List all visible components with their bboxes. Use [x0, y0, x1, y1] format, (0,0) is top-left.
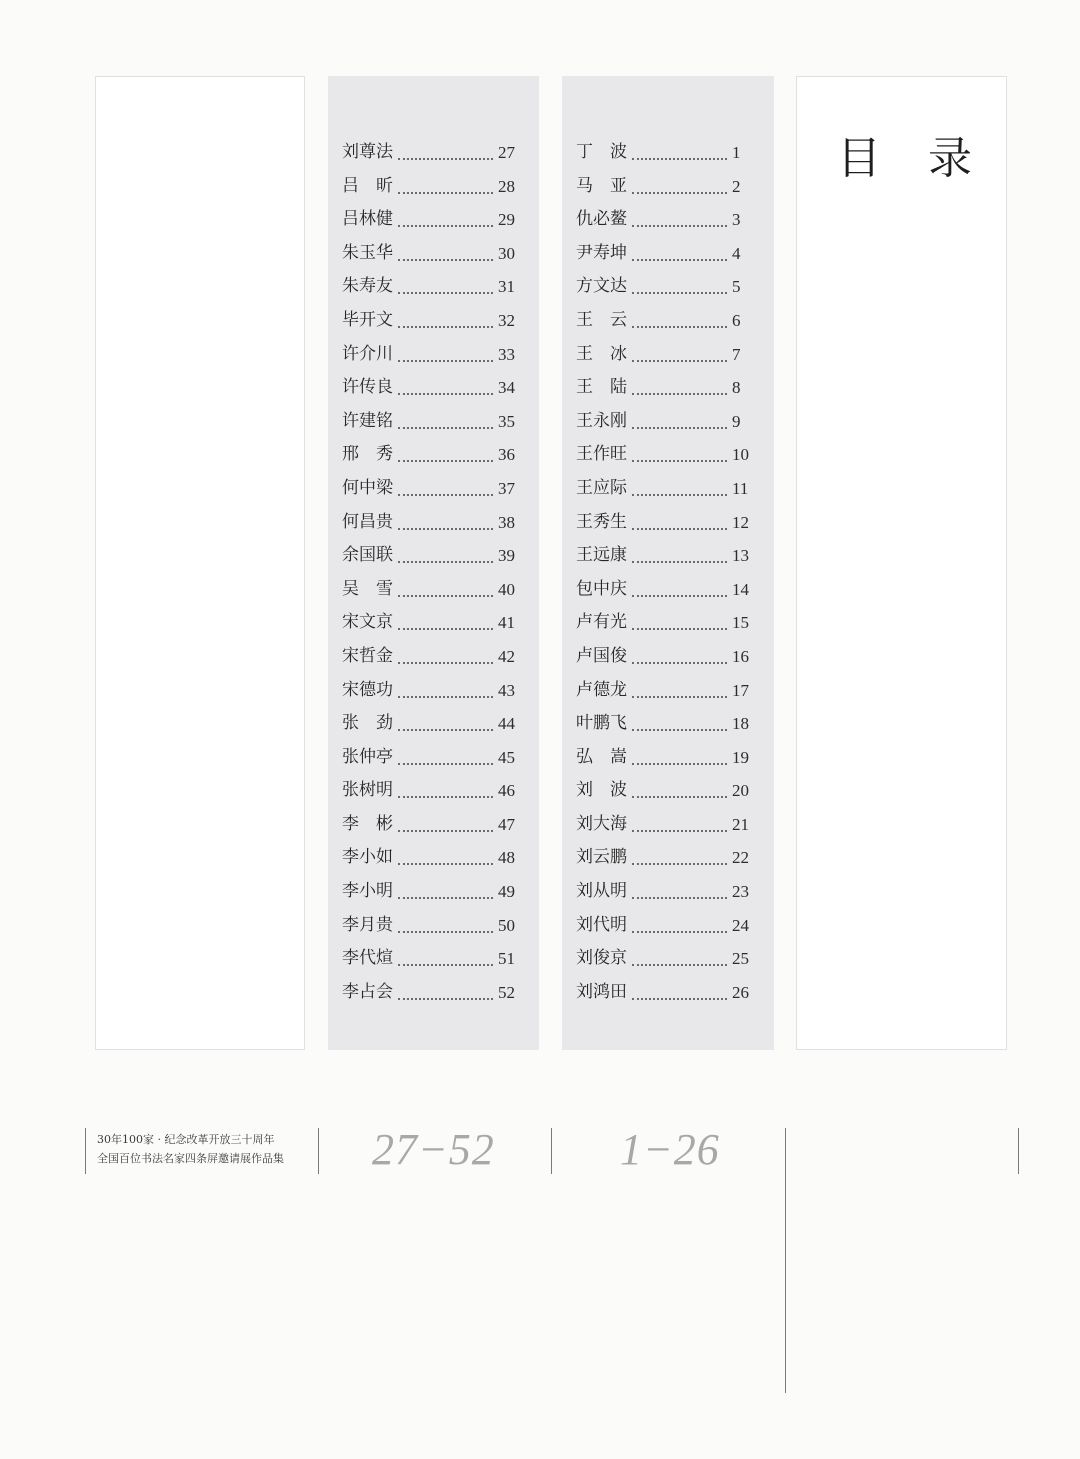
- toc-entry-page: 4: [732, 243, 741, 263]
- toc-leader-dots: [632, 897, 727, 899]
- toc-leader-dots: [632, 796, 727, 798]
- toc-entry-page: 6: [732, 310, 741, 330]
- toc-leader-dots: [398, 528, 493, 530]
- footer-divider-left: [85, 1128, 86, 1174]
- toc-entry-page: 48: [498, 848, 515, 868]
- toc-entry-name: 卢国俊: [576, 645, 627, 666]
- toc-entry-name: 许建铭: [342, 410, 393, 431]
- toc-entry-name: 何昌贵: [342, 511, 393, 532]
- toc-leader-dots: [398, 729, 493, 731]
- toc-column-27-52: [328, 76, 539, 1050]
- toc-entry-page: 38: [498, 512, 515, 532]
- toc-entry: [562, 640, 774, 674]
- toc-entry: [562, 707, 774, 741]
- toc-entry-page: 20: [732, 781, 749, 801]
- footer-caption: [97, 1130, 284, 1168]
- toc-leader-dots: [632, 830, 727, 832]
- toc-leader-dots: [398, 964, 493, 966]
- toc-leader-dots: [632, 595, 727, 597]
- toc-leader-dots: [398, 292, 493, 294]
- toc-leader-dots: [632, 225, 727, 227]
- toc-entry-page: 49: [498, 882, 515, 902]
- toc-entry-name: 宋德功: [342, 679, 393, 700]
- toc-entry: [328, 976, 539, 1010]
- toc-entry-page: 51: [498, 949, 515, 969]
- footer-page-range-27-52: 27−52: [372, 1125, 495, 1174]
- toc-entry-name: 刘俊京: [576, 948, 627, 969]
- toc-entry-page: 2: [732, 176, 741, 196]
- toc-leader-dots: [398, 830, 493, 832]
- toc-entry-page: 15: [732, 613, 749, 633]
- toc-entry-name: 李月贵: [342, 914, 393, 935]
- toc-entry-page: 35: [498, 411, 515, 431]
- toc-leader-dots: [398, 259, 493, 261]
- toc-leader-dots: [398, 897, 493, 899]
- toc-leader-dots: [632, 393, 727, 395]
- toc-list-1-26: [562, 136, 774, 1009]
- toc-entry: [328, 506, 539, 540]
- toc-leader-dots: [398, 360, 493, 362]
- toc-entry-page: 19: [732, 747, 749, 767]
- toc-entry-name: 张树明: [342, 780, 393, 801]
- toc-entry-name: 李代煊: [342, 948, 393, 969]
- toc-entry-page: 16: [732, 646, 749, 666]
- toc-entry-name: 朱玉华: [342, 242, 393, 263]
- toc-entry: [562, 976, 774, 1010]
- toc-leader-dots: [632, 964, 727, 966]
- toc-entry: [328, 371, 539, 405]
- toc-entry-page: 3: [732, 210, 741, 230]
- toc-entry: [328, 539, 539, 573]
- toc-entry-page: 39: [498, 546, 515, 566]
- toc-entry: [562, 304, 774, 338]
- toc-leader-dots: [632, 863, 727, 865]
- footer-caption-line-1: 30年100家 · 纪念改革开放三十周年: [97, 1133, 275, 1146]
- toc-entry-name: 方文达: [576, 276, 627, 297]
- toc-entry-page: 27: [498, 143, 515, 162]
- toc-entry-name: 刘云鹏: [576, 847, 627, 868]
- toc-entry: [328, 304, 539, 338]
- toc-entry: [562, 841, 774, 875]
- toc-entry: [562, 405, 774, 439]
- toc-entry: [328, 405, 539, 439]
- toc-entry-page: 8: [732, 378, 741, 398]
- toc-leader-dots: [632, 259, 727, 261]
- toc-entry-page: 12: [732, 512, 749, 532]
- toc-leader-dots: [632, 763, 727, 765]
- toc-entry: [328, 203, 539, 237]
- toc-entry-name: 刘代明: [576, 914, 627, 935]
- toc-leader-dots: [398, 628, 493, 630]
- toc-leader-dots: [398, 192, 493, 194]
- toc-entry: [562, 774, 774, 808]
- toc-leader-dots: [398, 393, 493, 395]
- toc-entry: [562, 875, 774, 909]
- toc-leader-dots: [632, 427, 727, 429]
- toc-entry-name: 王 陆: [576, 377, 627, 398]
- toc-entry-name: 邢 秀: [342, 444, 393, 465]
- toc-entry-page: 22: [732, 848, 749, 868]
- toc-entry: [562, 741, 774, 775]
- toc-leader-dots: [632, 729, 727, 731]
- toc-entry-page: 40: [498, 579, 515, 599]
- toc-title-char-1: 目: [837, 133, 881, 184]
- toc-leader-dots: [398, 863, 493, 865]
- toc-entry-name: 吕林健: [342, 209, 393, 230]
- toc-entry-page: 44: [498, 714, 515, 734]
- toc-entry: [562, 170, 774, 204]
- toc-entry-name: 许传良: [342, 377, 393, 398]
- blank-page-panel: [95, 76, 305, 1050]
- toc-entry: [562, 606, 774, 640]
- toc-leader-dots: [632, 662, 727, 664]
- toc-leader-dots: [632, 561, 727, 563]
- toc-entry-name: 张 劲: [342, 713, 393, 734]
- toc-entry-page: 30: [498, 243, 515, 263]
- toc-leader-dots: [398, 662, 493, 664]
- footer-divider-4: [785, 1128, 786, 1393]
- toc-leader-dots: [632, 326, 727, 328]
- toc-entry-page: 42: [498, 646, 515, 666]
- toc-entry: [328, 438, 539, 472]
- toc-leader-dots: [632, 696, 727, 698]
- toc-leader-dots: [632, 998, 727, 1000]
- toc-entry: [328, 237, 539, 271]
- toc-entry-name: 李小如: [342, 847, 393, 868]
- toc-entry-page: 18: [732, 714, 749, 734]
- toc-entry-page: 23: [732, 882, 749, 902]
- toc-entry-name: 丁 波: [576, 142, 627, 162]
- toc-leader-dots: [398, 158, 493, 160]
- toc-leader-dots: [398, 931, 493, 933]
- toc-entry: [328, 606, 539, 640]
- toc-entry: [562, 136, 774, 170]
- toc-entry: [562, 942, 774, 976]
- toc-entry-name: 王永刚: [576, 410, 627, 431]
- toc-entry: [562, 674, 774, 708]
- toc-entry-page: 47: [498, 814, 515, 834]
- toc-leader-dots: [398, 595, 493, 597]
- toc-entry: [562, 270, 774, 304]
- toc-entry: [328, 573, 539, 607]
- toc-entry-page: 9: [732, 411, 741, 431]
- toc-entry-page: 32: [498, 310, 515, 330]
- toc-title-char-2: 录: [928, 133, 972, 184]
- toc-leader-dots: [398, 796, 493, 798]
- footer-divider-right: [1018, 1128, 1019, 1174]
- title-panel: [796, 76, 1007, 1050]
- toc-entry-name: 王 冰: [576, 343, 627, 364]
- toc-leader-dots: [398, 763, 493, 765]
- toc-leader-dots: [632, 528, 727, 530]
- toc-entry-name: 张仲亭: [342, 746, 393, 767]
- footer-divider-3: [551, 1128, 552, 1174]
- toc-entry-page: 46: [498, 781, 515, 801]
- toc-entry: [328, 741, 539, 775]
- toc-entry: [328, 707, 539, 741]
- toc-entry-page: 29: [498, 210, 515, 230]
- toc-entry-page: 28: [498, 176, 515, 196]
- toc-leader-dots: [632, 931, 727, 933]
- footer-divider-2: [318, 1128, 319, 1174]
- toc-entry-name: 王远康: [576, 545, 627, 566]
- toc-entry-page: 26: [732, 982, 749, 1002]
- toc-entry-page: 24: [732, 915, 749, 935]
- toc-entry-name: 宋文京: [342, 612, 393, 633]
- toc-entry-name: 刘尊法: [342, 142, 393, 162]
- toc-entry-name: 王秀生: [576, 511, 627, 532]
- toc-entry-name: 包中庆: [576, 578, 627, 599]
- toc-entry-name: 毕开文: [342, 309, 393, 330]
- toc-entry: [328, 472, 539, 506]
- toc-entry-name: 吕 昕: [342, 175, 393, 196]
- toc-entry-page: 36: [498, 445, 515, 465]
- toc-entry: [328, 640, 539, 674]
- toc-entry-name: 吴 雪: [342, 578, 393, 599]
- toc-entry: [328, 942, 539, 976]
- toc-entry-name: 李 彬: [342, 813, 393, 834]
- toc-entry-page: 13: [732, 546, 749, 566]
- toc-entry-name: 王 云: [576, 309, 627, 330]
- toc-entry-name: 叶鹏飞: [576, 713, 627, 734]
- toc-entry: [328, 270, 539, 304]
- toc-entry-page: 11: [732, 478, 749, 498]
- toc-entry-page: 41: [498, 613, 515, 633]
- toc-entry-page: 17: [732, 680, 749, 700]
- toc-leader-dots: [398, 696, 493, 698]
- toc-entry-name: 仇必鳌: [576, 209, 627, 230]
- toc-entry-page: 52: [498, 982, 515, 1002]
- toc-entry: [562, 371, 774, 405]
- toc-entry-name: 刘 波: [576, 780, 627, 801]
- toc-entry-name: 弘 嵩: [576, 746, 627, 767]
- toc-entry-page: 45: [498, 747, 515, 767]
- toc-entry: [562, 338, 774, 372]
- toc-entry: [562, 573, 774, 607]
- toc-entry: [562, 438, 774, 472]
- toc-entry: [328, 170, 539, 204]
- toc-entry-page: 14: [732, 579, 749, 599]
- toc-entry-page: 21: [732, 814, 749, 834]
- toc-entry-name: 尹寿坤: [576, 242, 627, 263]
- toc-leader-dots: [398, 427, 493, 429]
- toc-entry: [328, 136, 539, 170]
- toc-entry-name: 卢有光: [576, 612, 627, 633]
- toc-entry: [562, 506, 774, 540]
- toc-entry-page: 7: [732, 344, 741, 364]
- toc-entry-name: 王应际: [576, 477, 627, 498]
- toc-entry: [328, 841, 539, 875]
- toc-leader-dots: [632, 494, 727, 496]
- toc-entry-page: 31: [498, 277, 515, 297]
- toc-entry: [328, 808, 539, 842]
- toc-entry-name: 余国联: [342, 545, 393, 566]
- toc-entry-page: 1: [732, 143, 741, 162]
- toc-entry-page: 25: [732, 949, 749, 969]
- toc-entry: [328, 338, 539, 372]
- toc-entry-name: 何中梁: [342, 477, 393, 498]
- toc-entry-name: 李小明: [342, 881, 393, 902]
- toc-entry: [562, 539, 774, 573]
- toc-leader-dots: [632, 192, 727, 194]
- toc-leader-dots: [632, 292, 727, 294]
- footer-caption-line-2: 全国百位书法名家四条屏邀请展作品集: [97, 1152, 284, 1165]
- toc-entry: [328, 875, 539, 909]
- toc-entry-name: 刘大海: [576, 813, 627, 834]
- toc-leader-dots: [398, 998, 493, 1000]
- toc-entry-page: 5: [732, 277, 741, 297]
- toc-leader-dots: [632, 460, 727, 462]
- toc-list-27-52: [328, 136, 539, 1009]
- toc-entry-name: 刘鸿田: [576, 981, 627, 1002]
- toc-entry-name: 许介川: [342, 343, 393, 364]
- toc-entry-name: 宋哲金: [342, 645, 393, 666]
- toc-column-1-26: [562, 76, 774, 1050]
- toc-entry-name: 李占会: [342, 981, 393, 1002]
- toc-entry-name: 朱寿友: [342, 276, 393, 297]
- toc-entry-page: 50: [498, 915, 515, 935]
- toc-entry-page: 37: [498, 478, 515, 498]
- toc-entry: [328, 774, 539, 808]
- toc-entry-page: 43: [498, 680, 515, 700]
- toc-entry-name: 卢德龙: [576, 679, 627, 700]
- toc-entry: [562, 808, 774, 842]
- toc-entry: [328, 674, 539, 708]
- toc-leader-dots: [632, 158, 727, 160]
- toc-entry: [562, 472, 774, 506]
- toc-entry: [328, 909, 539, 943]
- toc-leader-dots: [398, 494, 493, 496]
- toc-leader-dots: [398, 561, 493, 563]
- toc-entry: [562, 203, 774, 237]
- toc-entry-name: 马 亚: [576, 175, 627, 196]
- toc-leader-dots: [398, 225, 493, 227]
- footer-page-range-1-26: 1−26: [620, 1125, 720, 1174]
- toc-leader-dots: [632, 360, 727, 362]
- toc-entry-name: 刘从明: [576, 881, 627, 902]
- toc-leader-dots: [632, 628, 727, 630]
- toc-title: [837, 133, 972, 186]
- toc-leader-dots: [398, 460, 493, 462]
- toc-entry-page: 33: [498, 344, 515, 364]
- toc-leader-dots: [398, 326, 493, 328]
- toc-entry-name: 王作旺: [576, 444, 627, 465]
- toc-entry: [562, 237, 774, 271]
- toc-entry-page: 10: [732, 445, 749, 465]
- toc-entry: [562, 909, 774, 943]
- toc-entry-page: 34: [498, 378, 515, 398]
